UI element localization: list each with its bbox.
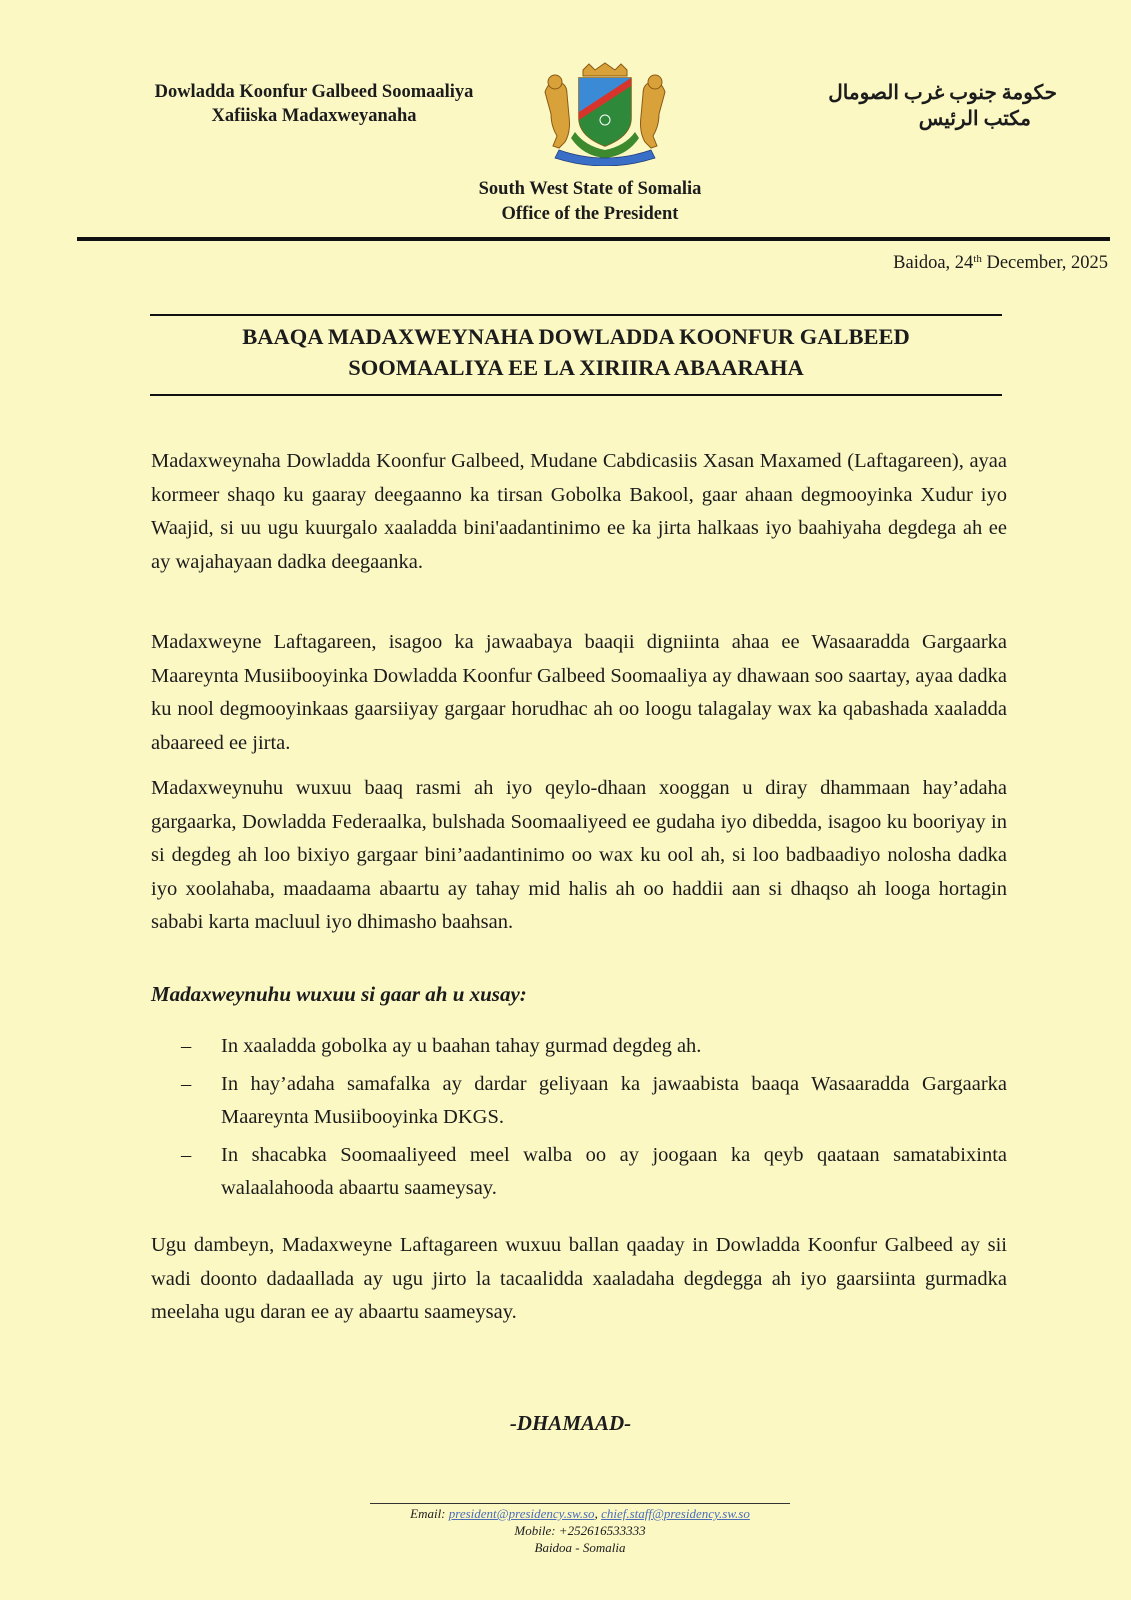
body-paragraph-1: Madaxweynaha Dowladda Koonfur Galbeed, Mudane Cabdicasiis Xasan Maxamed (Laftagareen), ayaa kormeer shaqo ku gaaray deegaanno ka tirsan Gobolka Bakool, gaar ahaan degmooyinka Xudur iyo Waajid, si uu ugu kuurgalo xaaladda bini'aadantinimo ee ka jirta halkaas iyo baahiyaha degdega ah ee ay wajahayaan dadka deegaanka. — [151, 450, 1007, 573]
date-rest: December, 2025 — [981, 253, 1108, 273]
header-somali-line1: Dowladda Koonfur Galbeed Soomaaliya — [154, 82, 474, 102]
title-line2: SOOMAALIYA EE LA XIRIIRA ABAARAHA — [348, 355, 804, 380]
body-paragraph-4: Ugu dambeyn, Madaxweyne Laftagareen wuxuu ballan qaaday in Dowladda Koonfur Galbeed ay sii wadi doonto dadaallada ay ugu jirto la tacaalidda xaaladaha degdegga ah iyo gaarsiinta gurmadka meelaha ugu daran ee ay abaartu saameysay. — [151, 1234, 1007, 1323]
list-item — [181, 1068, 1007, 1135]
title-rule-bottom — [150, 394, 1002, 396]
title-line1: BAAQA MADAXWEYNAHA DOWLADDA KOONFUR GALBEED — [242, 324, 910, 349]
body-paragraph-3: Madaxweynuhu wuxuu baaq rasmi ah iyo qeylo-dhaan xooggan u diray dhammaan hay’adaha gargaarka, Dowladda Federaalka, bulshada Soomaaliyeed ee gudaha iyo dibedda, isagoo ku booriyay in si degdeg ah loo bixiyo gargaar bini’aadantinimo oo wax ku ool ah, si loo badbaadiyo nolosha dadka iyo xoolahaba, maadaama abaartu ay tahay mid halis ah oo haddii aan si dhaqso ah looga hortagin sababi karta macluul iyo dhimasho baahsan. — [151, 777, 1007, 933]
document-title — [150, 321, 1002, 383]
bullet-marker: – — [181, 1035, 192, 1057]
footer — [370, 1505, 790, 1556]
closing-mark: -DHAMAAD- — [509, 1411, 632, 1435]
header-english-line2: Office of the President — [501, 204, 679, 224]
list-item-text: In shacabka Soomaaliyeed meel walba oo ay joogaan ka qeyb qaataan samatabixinta walaalahooda abaartu saameysay. — [221, 1143, 1007, 1199]
footer-mobile: Mobile: +252616533333 — [514, 1523, 646, 1538]
header-somali — [108, 80, 520, 128]
bullet-list — [181, 1030, 1007, 1210]
header-somali-line2: Xafiiska Madaxweyanaha — [211, 106, 417, 126]
header-english — [415, 177, 765, 227]
bullet-marker: – — [181, 1143, 192, 1166]
bullet-marker: – — [181, 1072, 192, 1095]
header-divider — [77, 237, 1110, 241]
email-link-president[interactable]: president@presidency.sw.so — [448, 1506, 595, 1521]
title-rule-top — [150, 314, 1002, 316]
footer-divider — [370, 1503, 790, 1504]
body-paragraph-2: Madaxweyne Laftagareen, isagoo ka jawaabaya baaqii digniinta ahaa ee Wasaaradda Gargaarka Maareynta Musiibooyinka Dowladda Koonfur Galbeed Soomaaliya ay dhawaan soo saartay, ayaa dadka ku nool degmooyinkaas gaarsiiyay gargaar horudhac ah oo loogu talagalay wax ka qabashada xaaladda abaareed ee jirta. — [151, 631, 1007, 754]
date-prefix: Baidoa, 24 — [893, 253, 974, 273]
date-suffix: th — [973, 253, 982, 265]
list-item-text: In hay’adaha samafalka ay dardar geliyaan ka jawaabista baaqa Wasaaradda Gargaarka Maareynta Musiibooyinka DKGS. — [221, 1072, 1007, 1128]
header-english-line1: South West State of Somalia — [478, 179, 702, 199]
email-link-chief-staff[interactable]: chief.staff@presidency.sw.so — [601, 1506, 750, 1521]
email-separator: , — [594, 1506, 602, 1521]
header-arabic-line2: مكتب الرئيس — [918, 108, 1031, 130]
list-item — [181, 1139, 1007, 1206]
coat-of-arms-icon — [535, 62, 675, 166]
list-item — [181, 1030, 1007, 1064]
letter-date — [893, 247, 1108, 275]
list-item-text: In xaaladda gobolka ay u baahan tahay gurmad degdeg ah. — [221, 1035, 702, 1057]
email-label: Email: — [410, 1506, 446, 1521]
footer-address: Baidoa - Somalia — [534, 1540, 626, 1555]
subheading: Madaxweynuhu wuxuu si gaar ah u xusay: — [151, 982, 527, 1006]
footer-email-line — [370, 1505, 790, 1522]
header-arabic-line1: حكومة جنوب غرب الصومال — [828, 82, 1057, 104]
header-arabic — [797, 80, 1057, 132]
